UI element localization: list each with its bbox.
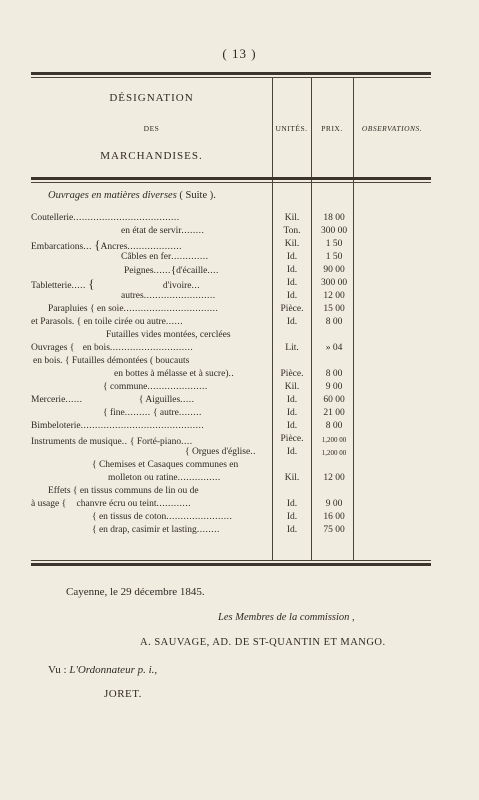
row-label: Futailles vides montées, cerclées	[106, 330, 231, 340]
row-label: Embarcations... {Ancres...................	[31, 237, 183, 252]
row-price: 8 00	[325, 369, 343, 379]
row-label: Peignes......{d'écaille....	[124, 264, 219, 276]
row-unit: Kil.	[284, 473, 300, 483]
row-unit: Id.	[286, 395, 298, 405]
row-label: { en tissus de coton.......................	[92, 512, 233, 522]
row-unit: Id.	[286, 447, 298, 457]
row-unit: Id.	[286, 525, 298, 535]
row-label: molleton ou ratine...............	[108, 473, 221, 483]
row-label: en bottes à mélasse et à sucre)..	[114, 369, 235, 379]
page-number: ( 13 )	[222, 46, 257, 61]
top-rule	[31, 72, 431, 75]
row-price: 1,200 00	[321, 449, 347, 457]
row-unit: Id.	[286, 408, 298, 418]
row-unit: Id.	[286, 421, 298, 431]
row-price: 1 50	[325, 252, 343, 262]
bottom-rule	[31, 563, 431, 566]
row-label: { Chemises et Casaques communes en	[92, 460, 239, 470]
row-unit: Kil.	[284, 382, 300, 392]
row-unit: Pièce.	[280, 434, 304, 444]
section-suffix: ( Suite ).	[179, 190, 216, 201]
row-label: autres.........................	[121, 291, 216, 301]
row-price: 60 00	[323, 395, 345, 405]
row-unit: Kil.	[284, 239, 300, 249]
row-price: 15 00	[323, 304, 345, 314]
row-unit: Kil.	[284, 213, 300, 223]
row-price: 1,200 00	[321, 436, 347, 444]
row-price: 9 00	[325, 382, 343, 392]
row-price: 21 00	[323, 408, 345, 418]
row-label: Tabletterie..... { d'ivoire...	[31, 276, 201, 291]
row-price: » 04	[325, 343, 343, 353]
row-label: Effets { en tissus communs de lin ou de	[48, 486, 199, 496]
row-unit: Id.	[286, 499, 298, 509]
footer-signature: JORET.	[104, 688, 142, 700]
row-label: Instruments de musique.. { Forté-piano....	[31, 437, 193, 447]
row-unit: Id.	[286, 252, 298, 262]
row-label: { Orgues d'église..	[185, 447, 256, 457]
row-unit: Lit.	[285, 343, 299, 353]
row-price: 1 50	[325, 239, 343, 249]
header-observations: OBSERVATIONS.	[361, 124, 423, 133]
row-price: 75 00	[323, 525, 345, 535]
row-label: Câbles en fer.............	[121, 252, 209, 262]
row-label: { en drap, casimir et lasting........	[92, 525, 220, 535]
section-title	[48, 190, 216, 201]
row-price: 8 00	[325, 317, 343, 327]
row-price: 12 00	[323, 473, 345, 483]
row-unit: Id.	[286, 317, 298, 327]
row-label: Parapluies { en soie.................................	[48, 304, 219, 314]
row-price: 9 00	[325, 499, 343, 509]
row-unit: Id.	[286, 278, 298, 288]
row-unit: Pièce.	[280, 304, 304, 314]
row-label: { fine......... { autre........	[103, 408, 202, 418]
header-des: DES	[143, 124, 160, 133]
top-rule-thin	[31, 77, 431, 78]
row-unit: Id.	[286, 265, 298, 275]
footer-date: Cayenne, le 29 décembre 1845.	[66, 586, 205, 598]
row-unit: Ton.	[283, 226, 301, 236]
header-marchandises: MARCHANDISES.	[100, 150, 203, 162]
footer-members: Les Membres de la commission ,	[218, 612, 355, 623]
row-label: Coutellerie.....................................	[31, 213, 180, 223]
row-label: en bois. { Futailles démontées ( boucauts	[33, 356, 190, 366]
footer-names: A. SAUVAGE, AD. DE ST-QUANTIN ET MANGO.	[140, 637, 386, 648]
row-label: Mercerie...... { Aiguilles.....	[31, 395, 195, 405]
row-unit: Pièce.	[280, 369, 304, 379]
footer-vu: Vu : L'Ordonnateur p. i.,	[48, 664, 158, 676]
row-label: à usage { chanvre écru ou teint............	[31, 499, 191, 509]
row-price: 16 00	[323, 512, 345, 522]
row-unit: Id.	[286, 291, 298, 301]
bottom-rule-thin	[31, 560, 431, 561]
row-unit: Id.	[286, 512, 298, 522]
row-price: 8 00	[325, 421, 343, 431]
row-price: 12 00	[323, 291, 345, 301]
header-rule	[31, 177, 431, 180]
row-label: Ouvrages { en bois.............................	[31, 343, 194, 353]
row-price: 90 00	[323, 265, 345, 275]
header-units: UNITÉS.	[275, 124, 308, 133]
header-rule-thin	[31, 182, 431, 183]
row-label: et Parasols. { en toile cirée ou autre......	[31, 317, 184, 327]
header-designation: DÉSIGNATION	[109, 92, 194, 104]
row-price: 300 00	[320, 226, 348, 236]
row-price: 300 00	[320, 278, 348, 288]
header-price: PRIX.	[321, 124, 343, 133]
row-label: en état de servir........	[121, 226, 205, 236]
row-price: 18 00	[323, 213, 345, 223]
row-label: Bimbeloterie...........................................	[31, 421, 205, 431]
row-label: { commune.....................	[103, 382, 208, 392]
section-title-text: Ouvrages en matières diverses	[48, 190, 177, 201]
